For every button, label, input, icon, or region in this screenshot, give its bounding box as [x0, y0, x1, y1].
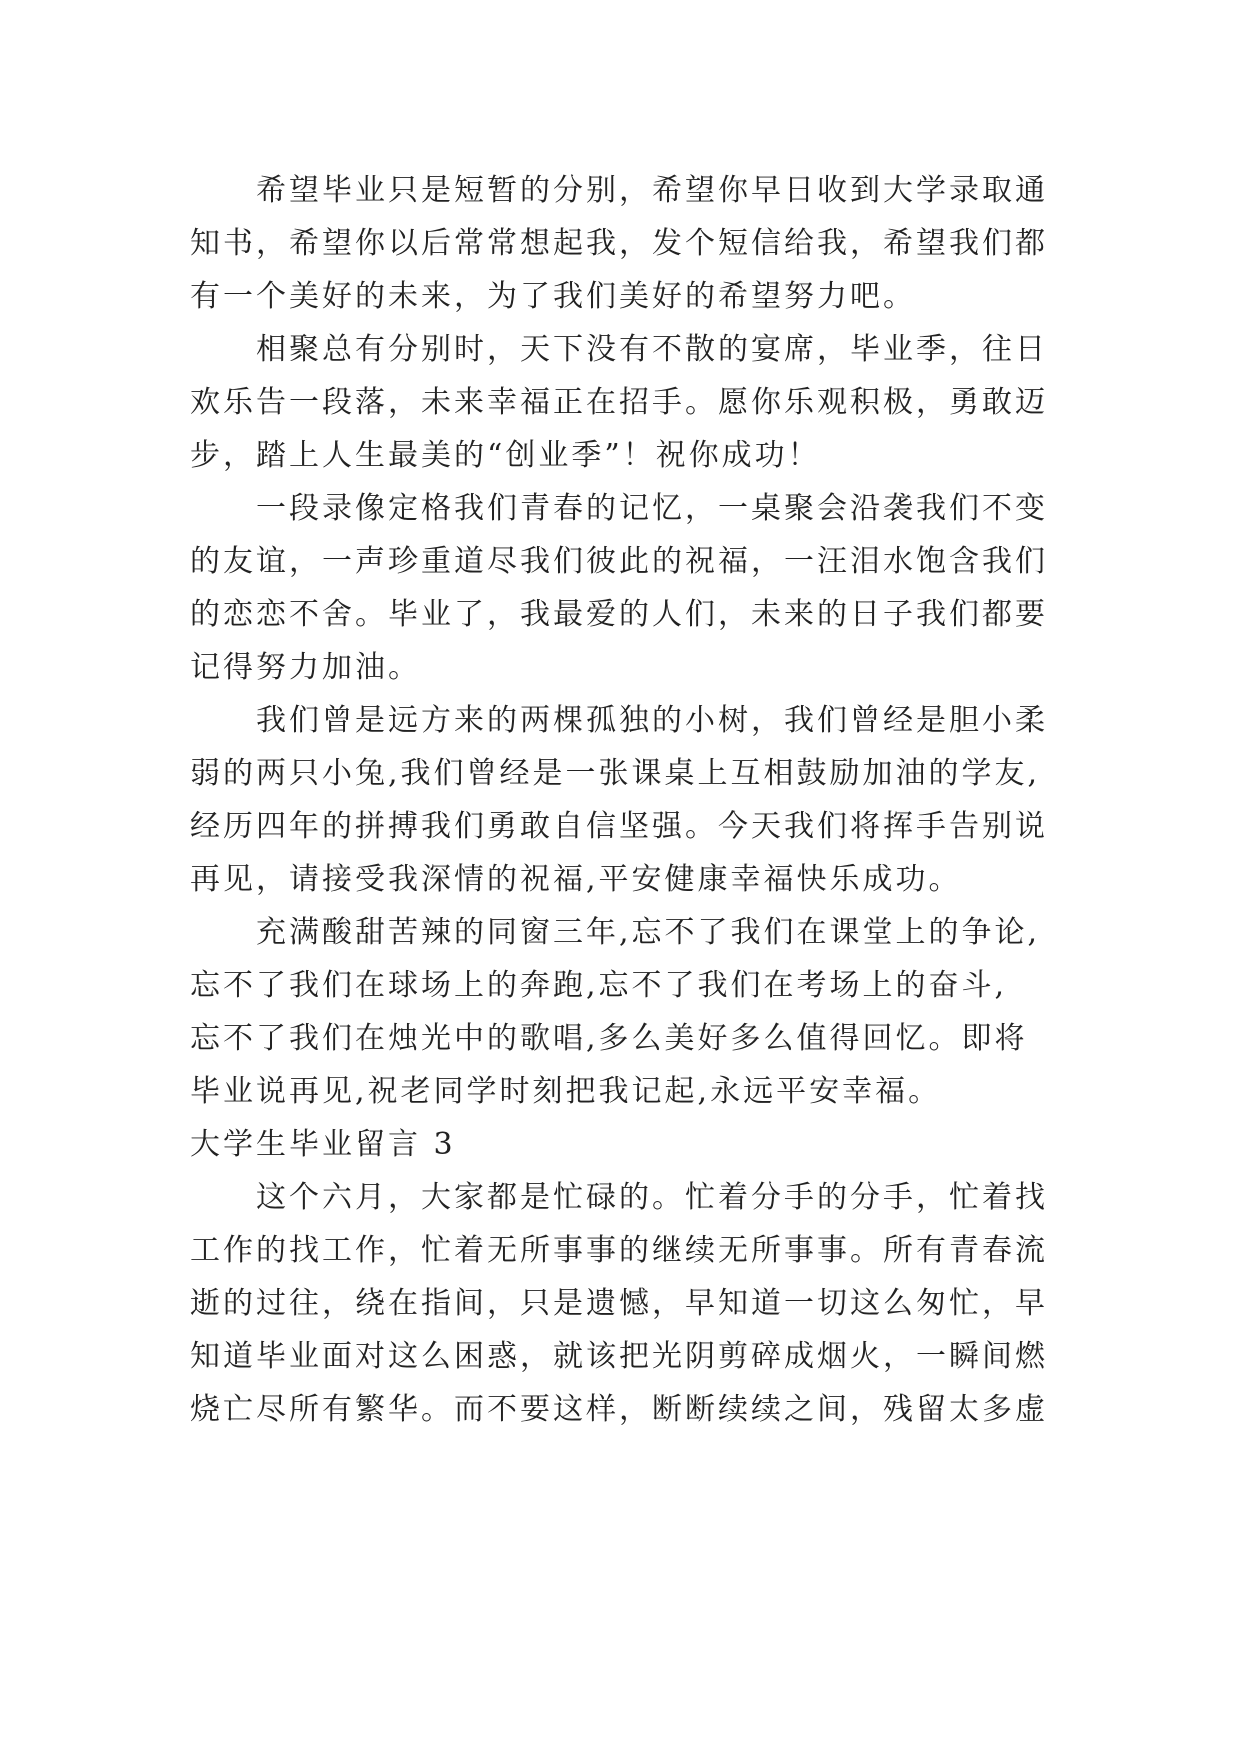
- document-body: [190, 164, 1055, 1436]
- paragraph-line: 逝的过往，绕在指间，只是遗憾，早知道一切这么匆忙，早: [190, 1286, 1048, 1321]
- paragraph-line: 工作的找工作，忙着无所事事的继续无所事事。所有青春流: [190, 1233, 1048, 1268]
- paragraph-line: 经历四年的拼搏我们勇敢自信坚强。今天我们将挥手告别说: [190, 809, 1048, 844]
- paragraph-line: 忘不了我们在烛光中的歌唱,多么美好多么值得回忆。即将: [190, 1021, 1028, 1056]
- paragraph-5: [190, 906, 1055, 1118]
- paragraph-4: [190, 694, 1055, 906]
- paragraph-line: 充满酸甜苦辣的同窗三年,忘不了我们在课堂上的争论,: [256, 915, 1041, 950]
- paragraph-line: 记得努力加油。: [190, 650, 421, 685]
- paragraph-line: 欢乐告一段落，未来幸福正在招手。愿你乐观积极，勇敢迈: [190, 385, 1048, 420]
- paragraph-line: 有一个美好的未来，为了我们美好的希望努力吧。: [190, 279, 916, 314]
- paragraph-line: 我们曾是远方来的两棵孤独的小树，我们曾经是胆小柔: [256, 703, 1048, 738]
- paragraph-line: 希望毕业只是短暂的分别，希望你早日收到大学录取通: [256, 173, 1048, 208]
- section-paragraph: [190, 1171, 1055, 1436]
- paragraph-line: 烧亡尽所有繁华。而不要这样，断断续续之间，残留太多虚: [190, 1392, 1048, 1427]
- paragraph-line: 毕业说再见,祝老同学时刻把我记起,永远平安幸福。: [190, 1074, 942, 1109]
- section-heading: 大学生毕业留言 3: [190, 1127, 456, 1162]
- paragraph-line: 这个六月，大家都是忙碌的。忙着分手的分手，忙着找: [256, 1180, 1048, 1215]
- paragraph-line: 知书，希望你以后常常想起我，发个短信给我，希望我们都: [190, 226, 1048, 261]
- paragraph-line: 弱的两只小兔,我们曾经是一张课桌上互相鼓励加油的学友,: [190, 756, 1041, 791]
- paragraph-line: 一段录像定格我们青春的记忆，一桌聚会沿袭我们不变: [256, 491, 1048, 526]
- paragraph-line: 的恋恋不舍。毕业了，我最爱的人们，未来的日子我们都要: [190, 597, 1048, 632]
- paragraph-line: 步，踏上人生最美的“创业季”！祝你成功！: [190, 438, 821, 473]
- paragraph-line: 知道毕业面对这么困惑，就该把光阴剪碎成烟火，一瞬间燃: [190, 1339, 1048, 1374]
- paragraph-line: 相聚总有分别时，天下没有不散的宴席，毕业季，往日: [256, 332, 1048, 367]
- paragraph-1: [190, 164, 1055, 323]
- paragraph-line: 忘不了我们在球场上的奔跑,忘不了我们在考场上的奋斗,: [190, 968, 1008, 1003]
- paragraph-2: [190, 323, 1055, 482]
- paragraph-line: 的友谊，一声珍重道尽我们彼此的祝福，一汪泪水饱含我们: [190, 544, 1048, 579]
- paragraph-line: 再见，请接受我深情的祝福,平安健康幸福快乐成功。: [190, 862, 962, 897]
- paragraph-3: [190, 482, 1055, 694]
